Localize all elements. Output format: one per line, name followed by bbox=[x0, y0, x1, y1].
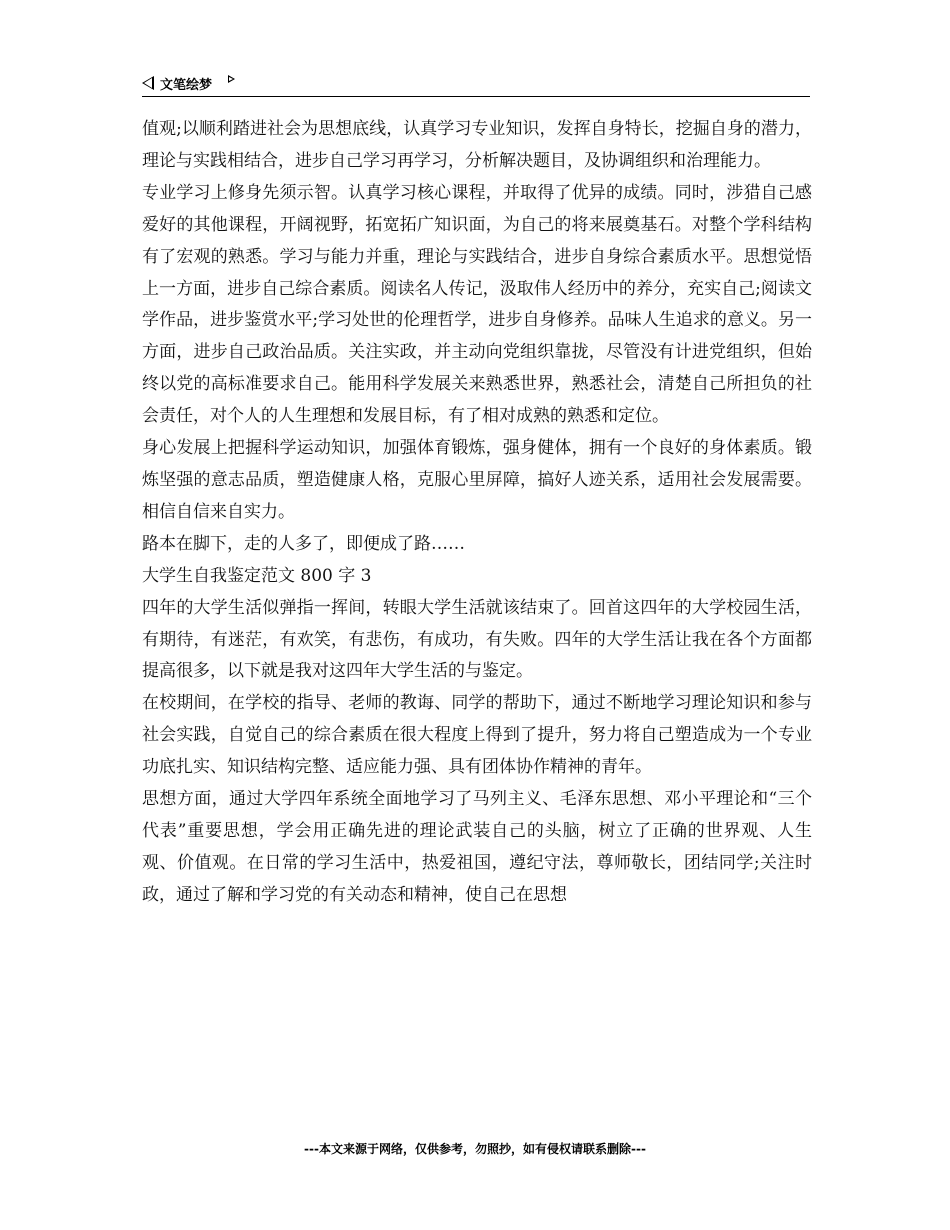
section-heading: 大学生自我鉴定范文 800 字 3 bbox=[142, 565, 372, 586]
paragraph: 路本在脚下，走的人多了，即便成了路…… bbox=[142, 533, 465, 554]
page-header bbox=[142, 72, 810, 97]
paragraph: 思想方面，通过大学四年系统全面地学习了马列主义、毛泽东思想、邓小平理论和“三个代表”重要思想，学会用正确先进的理论武装自己的头脑，树立了正确的世界观、人生观、价值观。在日常的学习生活中，热爱祖国，遵纪守法，尊师敬长，团结同学;关注时政，通过了解和学习党的有关动态和精神，使自己在思想 bbox=[142, 789, 812, 905]
paragraph: 四年的大学生活似弹指一挥间，转眼大学生活就该结束了。回首这四年的大学校园生活，有期待，有迷茫，有欢笑，有悲伤，有成功，有失败。四年的大学生活让我在各个方面都提高很多，以下就是我对这四年大学生活的与鉴定。 bbox=[142, 597, 812, 682]
paragraph: 专业学习上修身先须示智。认真学习核心课程，并取得了优异的成绩。同时，涉猎自己感爱好的其他课程，开阔视野，拓宽拓广知识面，为自己的将来展奠基石。对整个学科结构有了宏观的熟悉。学习与能力并重，理论与实践结合，进步自身综合素质水平。思想觉悟上一方面，进步自己综合素质。阅读名人传记，汲取伟人经历中的养分，充实自己;阅读文学作品，进步鉴赏水平;学习处世的伦理哲学，进步自身修养。品味人生追求的意义。另一方面，进步自己政治品质。关注实政，并主动向党组织靠拢，尽管没有计进党组织，但始终以党的高标准要求自己。能用科学发展关来熟悉世界，熟悉社会，清楚自己所担负的社会责任，对个人的人生理想和发展目标，有了相对成熟的熟悉和定位。 bbox=[142, 182, 812, 427]
triangle-left-outline-icon bbox=[142, 76, 154, 90]
triangle-right-outline-icon bbox=[228, 75, 235, 83]
page-footer-disclaimer: ---本文来源于网络，仅供参考，勿照抄，如有侵权请联系删除--- bbox=[304, 1142, 646, 1156]
document-body bbox=[142, 114, 812, 912]
paragraph: 身心发展上把握科学运动知识，加强体育锻炼，强身健体，拥有一个良好的身体素质。锻炼坚强的意志品质，塑造健康人格，克服心里屏障，搞好人迹关系，适用社会发展需要。相信自信来自实力。 bbox=[142, 438, 812, 522]
paragraph: 在校期间，在学校的指导、老师的教诲、同学的帮助下，通过不断地学习理论知识和参与社会实践，自觉自己的综合素质在很大程度上得到了提升，努力将自己塑造成为一个专业功底扎实、知识结构完整、适应能力强、具有团体协作精神的青年。 bbox=[142, 693, 812, 778]
paragraph: 值观;以顺利踏进社会为思想底线，认真学习专业知识，发挥自身特长，挖掘自身的潜力，理论与实践相结合，进步自己学习再学习，分析解决题目，及协调组织和治理能力。 bbox=[142, 119, 812, 171]
header-title: 文笔绘梦 bbox=[160, 78, 213, 93]
